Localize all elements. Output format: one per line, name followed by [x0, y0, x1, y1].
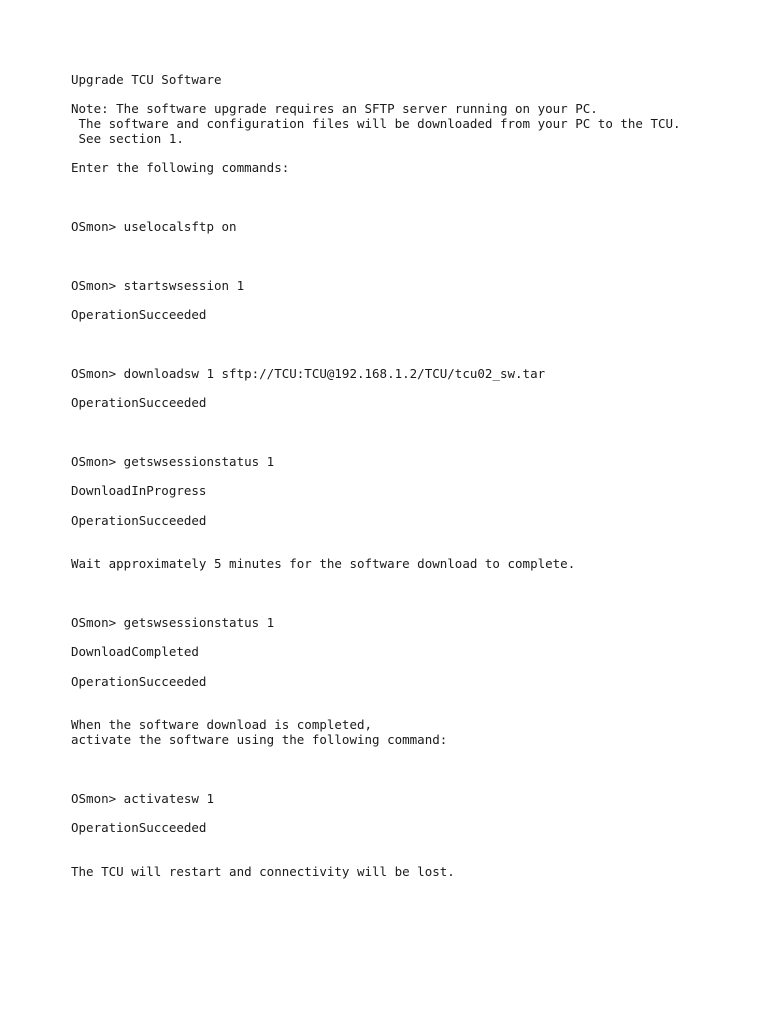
note-line-1: Note: The software upgrade requires an SFTP server running on your PC. — [71, 101, 598, 116]
note-line-3: See section 1. — [71, 131, 184, 146]
wait-instruction: Wait approximately 5 minutes for the software download to complete. — [71, 556, 576, 571]
command-uselocalsftp: OSmon> uselocalsftp on — [71, 219, 237, 234]
status-download-completed: DownloadCompleted — [71, 644, 199, 659]
command-startswsession: OSmon> startswsession 1 — [71, 278, 245, 293]
result-startswsession: OperationSucceeded — [71, 307, 207, 322]
result-getswsessionstatus-1: OperationSucceeded — [71, 513, 207, 528]
status-download-in-progress: DownloadInProgress — [71, 483, 207, 498]
result-getswsessionstatus-2: OperationSucceeded — [71, 674, 207, 689]
activate-intro-line-2: activate the software using the following command: — [71, 732, 448, 747]
result-activatesw: OperationSucceeded — [71, 820, 207, 835]
page-title: Upgrade TCU Software — [71, 72, 222, 87]
note-line-2: The software and configuration files will be downloaded from your PC to the TCU. — [71, 116, 681, 131]
intro-text: Enter the following commands: — [71, 160, 290, 175]
result-downloadsw: OperationSucceeded — [71, 395, 207, 410]
command-downloadsw: OSmon> downloadsw 1 sftp://TCU:TCU@192.168.1.2/TCU/tcu02_sw.tar — [71, 366, 546, 381]
command-getswsessionstatus-1: OSmon> getswsessionstatus 1 — [71, 454, 275, 469]
final-note: The TCU will restart and connectivity will be lost. — [71, 864, 455, 879]
command-getswsessionstatus-2: OSmon> getswsessionstatus 1 — [71, 615, 275, 630]
command-activatesw: OSmon> activatesw 1 — [71, 791, 214, 806]
activate-intro-line-1: When the software download is completed, — [71, 717, 373, 732]
